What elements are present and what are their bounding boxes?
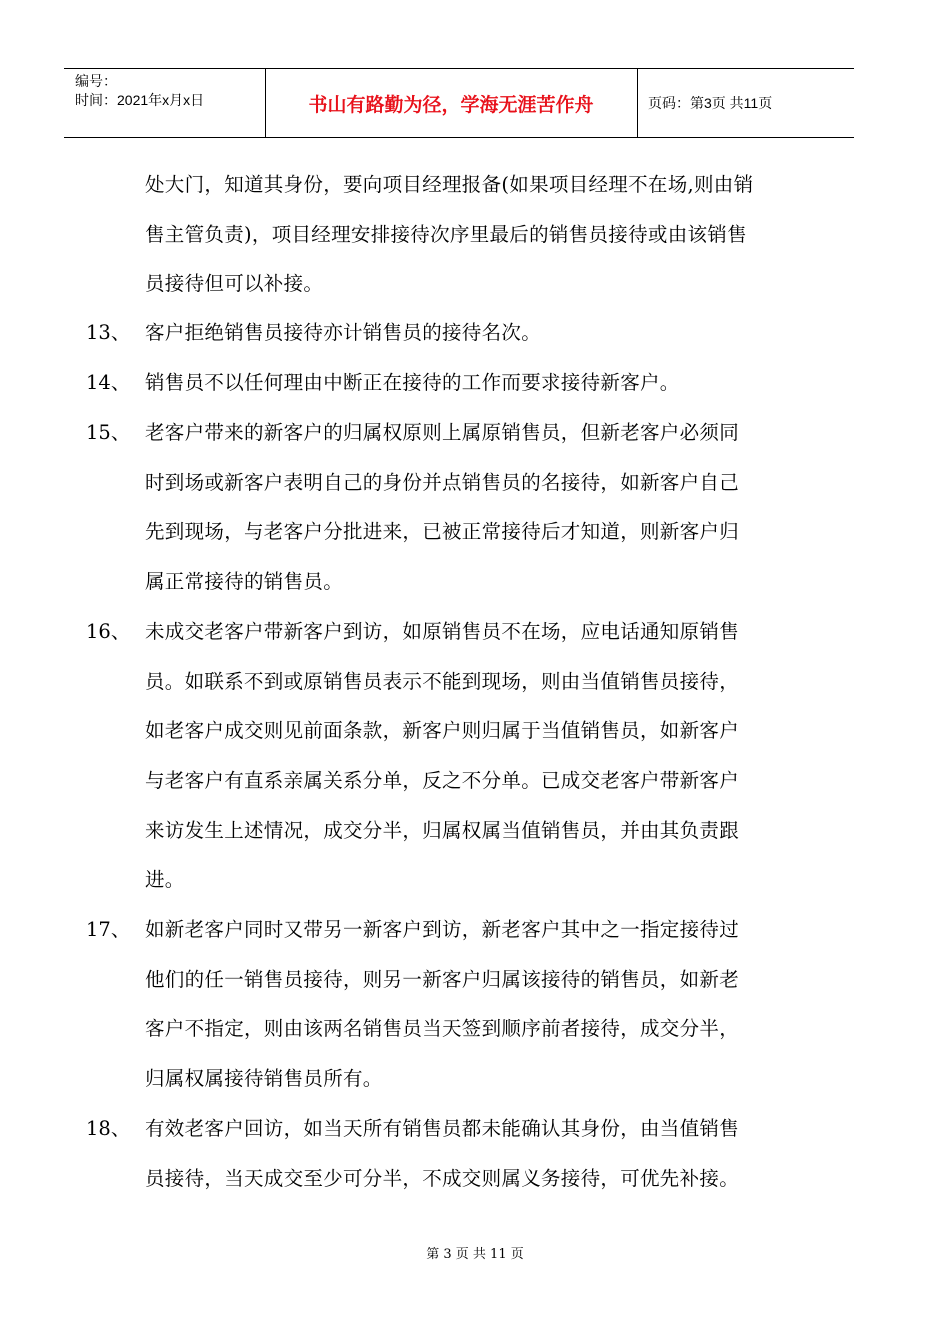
body-line: 老客户带来的新客户的归属权原则上属原销售员，但新老客户必须同 <box>145 421 740 444</box>
body-line: 未成交老客户带新客户到访，如原销售员不在场，应电话通知原销售 <box>145 620 740 643</box>
doc-time-label: 时间：2021年x月x日 <box>75 92 205 108</box>
body-line: 员。如联系不到或原销售员表示不能到现场，则由当值销售员接待， <box>145 670 740 693</box>
body-line: 有效老客户回访，如当天所有销售员都未能确认其身份，由当值销售 <box>145 1117 740 1140</box>
page-footer: 第 3 页 共 11 页 <box>426 1247 524 1262</box>
header-motto-cell <box>265 69 638 137</box>
body-line: 与老客户有直系亲属关系分单，反之不分单。已成交老客户带新客户 <box>145 769 740 792</box>
header-page-code: 页码：第3页 共11页 <box>648 95 773 111</box>
body-line: 如新老客户同时又带另一新客户到访，新老客户其中之一指定接待过 <box>145 918 740 941</box>
item-number: 17、 <box>86 918 131 941</box>
item-number: 18、 <box>86 1117 131 1140</box>
body-line: 归属权属接待销售员所有。 <box>145 1067 383 1090</box>
body-line: 客户不指定，则由该两名销售员当天签到顺序前者接待，成交分半， <box>145 1017 740 1040</box>
body-line: 如老客户成交则见前面条款，新客户则归属于当值销售员，如新客户 <box>145 719 740 742</box>
page-header <box>64 68 854 138</box>
body-line: 销售员不以任何理由中断正在接待的工作而要求接待新客户。 <box>145 371 680 394</box>
header-page-cell <box>638 69 854 137</box>
body-line: 员接待但可以补接。 <box>145 272 324 295</box>
body-line: 进。 <box>145 868 185 891</box>
body-line: 属正常接待的销售员。 <box>145 570 344 593</box>
header-meta-cell <box>64 69 266 137</box>
item-number: 15、 <box>86 421 131 444</box>
body-line: 来访发生上述情况，成交分半，归属权属当值销售员，并由其负责跟 <box>145 819 740 842</box>
item-number: 14、 <box>86 371 131 394</box>
body-line: 处大门，知道其身份，要向项目经理报备(如果项目经理不在场,则由销 <box>145 173 754 196</box>
body-line: 先到现场，与老客户分批进来，已被正常接待后才知道，则新客户归 <box>145 520 740 543</box>
header-motto: 书山有路勤为径，学海无涯苦作舟 <box>308 94 594 116</box>
body-line: 客户拒绝销售员接待亦计销售员的接待名次。 <box>145 321 542 344</box>
body-line: 时到场或新客户表明自己的身份并点销售员的名接待，如新客户自己 <box>145 471 740 494</box>
body-line: 售主管负责)，项目经理安排接待次序里最后的销售员接待或由该销售 <box>145 223 747 246</box>
item-number: 13、 <box>86 321 131 344</box>
body-line: 员接待，当天成交至少可分半，不成交则属义务接待，可优先补接。 <box>145 1167 740 1190</box>
item-number: 16、 <box>86 620 131 643</box>
body-line: 他们的任一销售员接待，则另一新客户归属该接待的销售员，如新老 <box>145 968 740 991</box>
doc-number-label: 编号： <box>75 73 117 89</box>
